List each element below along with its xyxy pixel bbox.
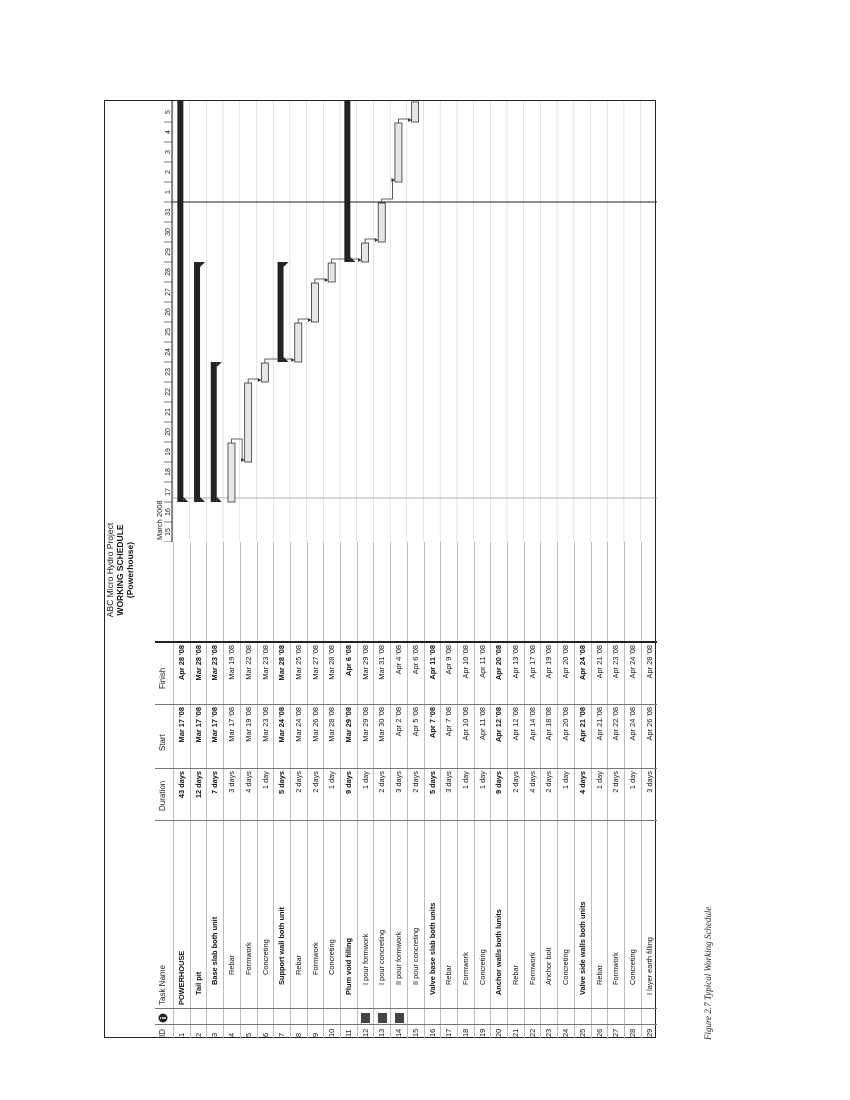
- task-indicator: [224, 1009, 240, 1023]
- task-duration: 1 day: [327, 771, 337, 790]
- schedule-sheet: [105, 101, 657, 1039]
- task-finish: Apr 20 '08: [561, 645, 571, 679]
- task-indicator: [241, 1009, 257, 1023]
- task-name: Concreting: [627, 949, 637, 985]
- task-finish: Apr 21 '08: [594, 645, 604, 679]
- task-finish: Mar 28 '08: [327, 645, 337, 680]
- task-name: I pour concreting: [377, 929, 387, 985]
- task-start: Mar 19 '08: [243, 707, 253, 742]
- task-name: Valve base slab both units: [427, 902, 437, 995]
- task-name: Rebar: [444, 964, 454, 985]
- task-id: 26: [594, 1028, 604, 1037]
- task-indicator: [258, 1009, 274, 1023]
- task-indicator: [592, 1009, 608, 1023]
- task-start: Apr 5 '08: [410, 707, 420, 737]
- task-start: Mar 26 '08: [310, 707, 320, 742]
- header-finish: Finish: [158, 667, 167, 689]
- task-duration: 3 days: [227, 771, 237, 793]
- schedule-subtitle: (Powerhouse): [125, 541, 135, 599]
- task-start: Mar 29 '08: [344, 707, 353, 743]
- timeline-day-label: 30: [165, 228, 172, 236]
- dependency-arrow: [258, 378, 262, 382]
- summary-bar: [344, 101, 350, 262]
- timeline-day-label: 5: [165, 110, 172, 114]
- task-name: Support wall both unit: [277, 907, 287, 985]
- col-divider: [155, 641, 657, 643]
- task-id: 2: [193, 1032, 203, 1037]
- task-id: 14: [394, 1028, 404, 1037]
- task-start: Apr 12 '08: [511, 707, 520, 741]
- task-duration: 5 days: [427, 771, 437, 795]
- task-finish: Mar 28 '08: [193, 645, 203, 681]
- task-name: Formwork: [460, 952, 470, 985]
- task-finish: Apr 24 '08: [627, 645, 637, 679]
- task-id: 27: [611, 1028, 621, 1037]
- calendar-icon: [378, 1013, 387, 1023]
- table-row: [206, 542, 223, 1039]
- dependency-arrow: [325, 278, 329, 282]
- task-indicator: [608, 1009, 624, 1023]
- task-bar: [311, 283, 318, 322]
- task-bar: [245, 383, 252, 462]
- timeline-month-label: March 2008: [155, 500, 164, 540]
- table-row: [340, 542, 357, 1039]
- task-id: 20: [494, 1028, 504, 1037]
- timeline-day-label: 28: [165, 268, 172, 276]
- task-start: Apr 2 '08: [394, 707, 404, 737]
- task-finish: Apr 24 '08: [577, 645, 587, 681]
- summary-bar-end: [217, 362, 222, 367]
- table-row: [240, 542, 257, 1039]
- task-duration: 12 days: [193, 771, 203, 799]
- task-duration: 2 days: [544, 771, 554, 793]
- table-row: [474, 542, 491, 1039]
- task-finish: Apr 28 '08: [644, 645, 654, 679]
- task-indicator: [391, 1009, 407, 1023]
- task-start: Mar 17 '08: [193, 707, 203, 743]
- task-name: Formwork: [611, 952, 621, 985]
- summary-bar-end: [284, 262, 289, 267]
- figure-caption: Figure 2.7 Typical Working Schedule: [703, 906, 713, 1040]
- task-id: 24: [561, 1028, 571, 1037]
- task-indicator: [291, 1009, 307, 1023]
- col-divider: [155, 768, 657, 769]
- task-name: Tail pit: [193, 971, 203, 995]
- table-row: [574, 542, 591, 1039]
- task-id: 12: [360, 1028, 370, 1037]
- task-finish: Mar 27 '08: [310, 645, 320, 680]
- task-id: 28: [627, 1028, 637, 1037]
- task-start: Apr 21 '08: [594, 707, 604, 741]
- task-bar: [228, 443, 235, 502]
- timeline-day-label: 20: [165, 428, 172, 436]
- schedule-frame: [104, 100, 656, 1038]
- col-divider: [155, 820, 657, 821]
- task-start: Apr 14 '08: [527, 707, 537, 741]
- task-name: I pour formwork: [360, 933, 370, 985]
- summary-bar: [211, 362, 217, 502]
- task-name: Concreting: [260, 939, 270, 975]
- task-id: 10: [327, 1028, 337, 1037]
- task-name: Rebar: [594, 964, 604, 985]
- timeline-day-label: 24: [165, 348, 172, 356]
- header-start: Start: [158, 734, 167, 751]
- summary-bar: [177, 101, 183, 502]
- task-name: Formwork: [310, 942, 320, 975]
- gantt-chart: [155, 101, 657, 542]
- dependency-arrow: [241, 458, 245, 462]
- task-duration: 1 day: [594, 771, 604, 790]
- dependency-arrow: [308, 318, 312, 322]
- task-duration: 4 days: [527, 771, 537, 793]
- timeline-day-label: 16: [165, 508, 172, 516]
- task-start: Mar 17 '08: [210, 707, 220, 743]
- table-row: [357, 542, 374, 1039]
- table-row: [373, 542, 390, 1039]
- task-duration: 2 days: [410, 771, 420, 793]
- timeline-day-label: 3: [165, 150, 172, 154]
- table-row: [440, 542, 457, 1039]
- task-finish: Apr 11 '08: [477, 645, 487, 678]
- timeline-day-label: 23: [165, 368, 172, 376]
- task-start: Apr 12 '08: [494, 707, 504, 743]
- summary-bar: [278, 262, 284, 362]
- task-id: 4: [227, 1032, 237, 1037]
- task-duration: 2 days: [377, 771, 387, 793]
- dependency-arrow: [391, 178, 395, 182]
- task-duration: 3 days: [444, 771, 454, 793]
- timeline-day-label: 31: [165, 208, 172, 216]
- task-bar: [295, 323, 302, 362]
- table-row: [257, 542, 274, 1039]
- task-duration: 1 day: [477, 771, 487, 790]
- table-row: [557, 542, 574, 1039]
- task-indicator: [508, 1009, 524, 1023]
- task-indicator: [174, 1009, 190, 1023]
- task-name: I layer earth filling: [644, 937, 654, 995]
- task-name: Rebar: [227, 954, 237, 975]
- task-finish: Apr 9 '08: [444, 645, 454, 675]
- task-finish: Mar 23 '08: [260, 645, 270, 680]
- task-indicator: [207, 1009, 223, 1023]
- gantt-svg: [155, 101, 657, 542]
- task-indicator: [441, 1009, 457, 1023]
- timeline-day-label: 25: [165, 328, 172, 336]
- task-start: Apr 24 '08: [627, 707, 637, 741]
- summary-bar: [194, 262, 200, 502]
- dependency-arrow: [375, 238, 379, 242]
- task-id: 6: [260, 1032, 270, 1037]
- task-finish: Mar 23 '08: [210, 645, 220, 681]
- task-finish: Apr 20 '08: [494, 645, 504, 681]
- table-row: [641, 542, 658, 1039]
- task-indicator: [191, 1009, 207, 1023]
- timeline-day-label: 22: [165, 388, 172, 396]
- task-indicator: [558, 1009, 574, 1023]
- table-row: [390, 542, 407, 1039]
- task-start: Apr 22 '08: [611, 707, 621, 741]
- task-duration: 4 days: [243, 771, 253, 793]
- timeline-day-label: 17: [165, 488, 172, 496]
- table-row: [457, 542, 474, 1039]
- table-row: [273, 542, 290, 1039]
- task-start: Mar 17 '08: [227, 707, 237, 742]
- task-name: Concreting: [477, 949, 487, 985]
- task-duration: 4 days: [577, 771, 587, 795]
- task-duration: 1 day: [360, 771, 370, 790]
- task-id: 29: [644, 1028, 654, 1037]
- header-duration: Duration: [158, 780, 167, 811]
- timeline-day-label: 2: [165, 170, 172, 174]
- dependency-arrow: [408, 118, 412, 122]
- dependency-link: [382, 180, 395, 203]
- table-row: [323, 542, 340, 1039]
- task-indicator: [491, 1009, 507, 1023]
- table-row: [290, 542, 307, 1039]
- task-duration: 2 days: [293, 771, 303, 793]
- task-name: II pour formwork: [394, 931, 404, 985]
- task-table: [155, 542, 657, 1039]
- task-indicator: [575, 1009, 591, 1023]
- task-finish: Apr 6 '08: [344, 645, 353, 676]
- task-duration: 1 day: [260, 771, 270, 790]
- task-finish: Mar 31 '08: [377, 645, 387, 680]
- task-bar: [362, 243, 369, 262]
- task-indicator: [525, 1009, 541, 1023]
- task-indicator: [458, 1009, 474, 1023]
- title-block: [105, 101, 155, 1039]
- timeline-day-label: 15: [165, 528, 172, 536]
- table-row: [591, 542, 608, 1039]
- task-name: Formwork: [243, 942, 253, 975]
- task-id: 15: [410, 1028, 420, 1037]
- table-row: [607, 542, 624, 1039]
- task-name: Valve side walls both units: [577, 901, 587, 995]
- task-id: 19: [477, 1028, 487, 1037]
- timeline-day-label: 29: [165, 248, 172, 256]
- task-name: Concreting: [327, 939, 337, 975]
- task-finish: Apr 4 '08: [394, 645, 404, 675]
- task-finish: Apr 19 '08: [544, 645, 554, 679]
- task-duration: 2 days: [310, 771, 320, 793]
- header-task-name: Task Name: [158, 964, 167, 1005]
- task-start: Mar 17 '08: [177, 707, 186, 743]
- task-duration: 9 days: [344, 771, 353, 795]
- calendar-icon: [361, 1013, 370, 1023]
- task-start: Apr 26 '08: [644, 707, 654, 741]
- task-indicator: [358, 1009, 374, 1023]
- task-name: Rebar: [293, 954, 303, 975]
- task-duration: 5 days: [277, 771, 287, 795]
- table-row: [307, 542, 324, 1039]
- task-bar: [378, 203, 385, 242]
- task-finish: Apr 6 '08: [410, 645, 420, 675]
- task-start: Apr 11 '08: [477, 707, 487, 740]
- task-finish: Apr 10 '08: [460, 645, 470, 679]
- task-name: Base slab both unit: [210, 916, 220, 985]
- summary-bar-end: [350, 257, 355, 262]
- task-bar: [395, 123, 402, 182]
- task-duration: 9 days: [494, 771, 504, 795]
- task-finish: Mar 28 '08: [277, 645, 287, 681]
- col-divider: [155, 704, 657, 705]
- task-start: Mar 24 '08: [293, 707, 303, 742]
- task-id: 5: [243, 1032, 253, 1037]
- task-id: 9: [310, 1032, 320, 1037]
- task-finish: Apr 11 '08: [427, 645, 437, 680]
- table-row: [424, 542, 441, 1039]
- task-name: Rebar: [511, 964, 520, 985]
- timeline-day-label: 4: [165, 130, 172, 134]
- task-indicator: [425, 1009, 441, 1023]
- table-row: [490, 542, 507, 1039]
- task-id: 13: [377, 1028, 387, 1037]
- calendar-icon: [395, 1013, 404, 1023]
- task-finish: Mar 25 '08: [293, 645, 303, 680]
- task-duration: 43 days: [177, 771, 186, 799]
- task-id: 16: [427, 1028, 437, 1037]
- header-id: ID: [158, 1029, 167, 1037]
- task-name: Anchor bolt: [544, 947, 554, 985]
- table-row: [624, 542, 641, 1039]
- task-id: 7: [277, 1032, 287, 1037]
- task-name: POWERHOUSE: [177, 950, 186, 1005]
- task-id: 11: [344, 1029, 353, 1037]
- task-start: Apr 21 '08: [577, 707, 587, 743]
- task-start: Apr 7 '08: [444, 707, 454, 737]
- task-duration: 1 day: [561, 771, 571, 790]
- task-duration: 3 days: [394, 771, 404, 793]
- task-start: Apr 20 '08: [561, 707, 571, 741]
- task-duration: 1 day: [460, 771, 470, 790]
- dependency-arrow: [291, 358, 295, 362]
- task-indicator: [475, 1009, 491, 1023]
- task-id: 1: [177, 1032, 186, 1037]
- task-id: 3: [210, 1032, 220, 1037]
- table-row: [524, 542, 541, 1039]
- task-name: Formwork: [527, 952, 537, 985]
- task-bar: [261, 363, 268, 382]
- task-bar: [412, 102, 419, 122]
- task-name: Plum void filling: [344, 937, 353, 995]
- task-name: Anchor walls both lunits: [494, 909, 504, 995]
- task-indicator: [541, 1009, 557, 1023]
- task-duration: 2 days: [611, 771, 621, 793]
- timeline-day-label: 18: [165, 468, 172, 476]
- task-indicator: [324, 1009, 340, 1023]
- task-finish: Apr 23 '08: [611, 645, 621, 679]
- task-id: 8: [293, 1032, 303, 1037]
- task-start: Mar 23 '08: [260, 707, 270, 742]
- task-id: 25: [577, 1028, 587, 1037]
- task-bar: [328, 263, 335, 282]
- task-duration: 1 day: [627, 771, 637, 790]
- table-row: [223, 542, 240, 1039]
- table-row: [407, 542, 424, 1039]
- timeline-day-label: 26: [165, 308, 172, 316]
- task-finish: Mar 22 '08: [243, 645, 253, 680]
- task-finish: Apr 17 '08: [527, 645, 537, 679]
- task-indicator: [408, 1009, 424, 1023]
- table-row: [190, 542, 207, 1039]
- table-row: [507, 542, 524, 1039]
- task-indicator: [274, 1009, 290, 1023]
- task-duration: 2 days: [511, 771, 520, 793]
- table-row: [173, 542, 190, 1039]
- col-divider: [155, 1024, 657, 1025]
- project-title: ABC Micro Hydro Project: [105, 522, 115, 618]
- timeline-day-label: 27: [165, 288, 172, 296]
- task-indicator: [642, 1009, 658, 1023]
- table-row: [540, 542, 557, 1039]
- dependency-arrow: [358, 258, 362, 262]
- task-start: Mar 29 '08: [360, 707, 370, 742]
- task-start: Apr 7 '08: [427, 707, 437, 738]
- task-id: 22: [527, 1028, 537, 1037]
- summary-bar-end: [200, 262, 205, 267]
- task-duration: 7 days: [210, 771, 220, 795]
- task-finish: Apr 13 '08: [511, 645, 520, 679]
- task-start: Mar 30 '08: [377, 707, 387, 742]
- task-start: Mar 28 '08: [327, 707, 337, 742]
- summary-bar-end: [284, 357, 289, 362]
- task-finish: Mar 29 '08: [360, 645, 370, 680]
- task-name: II pour concreting: [410, 927, 420, 985]
- schedule-title: WORKING SCHEDULE: [115, 524, 125, 616]
- task-id: 18: [460, 1028, 470, 1037]
- task-indicator: [625, 1009, 641, 1023]
- task-start: Apr 10 '08: [460, 707, 470, 741]
- timeline-day-label: 19: [165, 448, 172, 456]
- task-finish: Apr 28 '08: [177, 645, 186, 681]
- task-start: Apr 18 '08: [544, 707, 554, 741]
- timeline-day-label: 21: [165, 408, 172, 416]
- timeline-day-label: 1: [165, 190, 172, 194]
- task-finish: Mar 19 '08: [227, 645, 237, 680]
- task-duration: 3 days: [644, 771, 654, 793]
- task-id: 17: [444, 1028, 454, 1037]
- task-indicator: [308, 1009, 324, 1023]
- task-start: Mar 24 '08: [277, 707, 287, 743]
- task-indicator: [341, 1009, 357, 1023]
- info-icon: [155, 1011, 170, 1023]
- task-id: 23: [544, 1028, 554, 1037]
- task-id: 21: [511, 1028, 520, 1037]
- col-divider: [155, 1008, 657, 1009]
- task-name: Concreting: [561, 949, 571, 985]
- task-indicator: [374, 1009, 390, 1023]
